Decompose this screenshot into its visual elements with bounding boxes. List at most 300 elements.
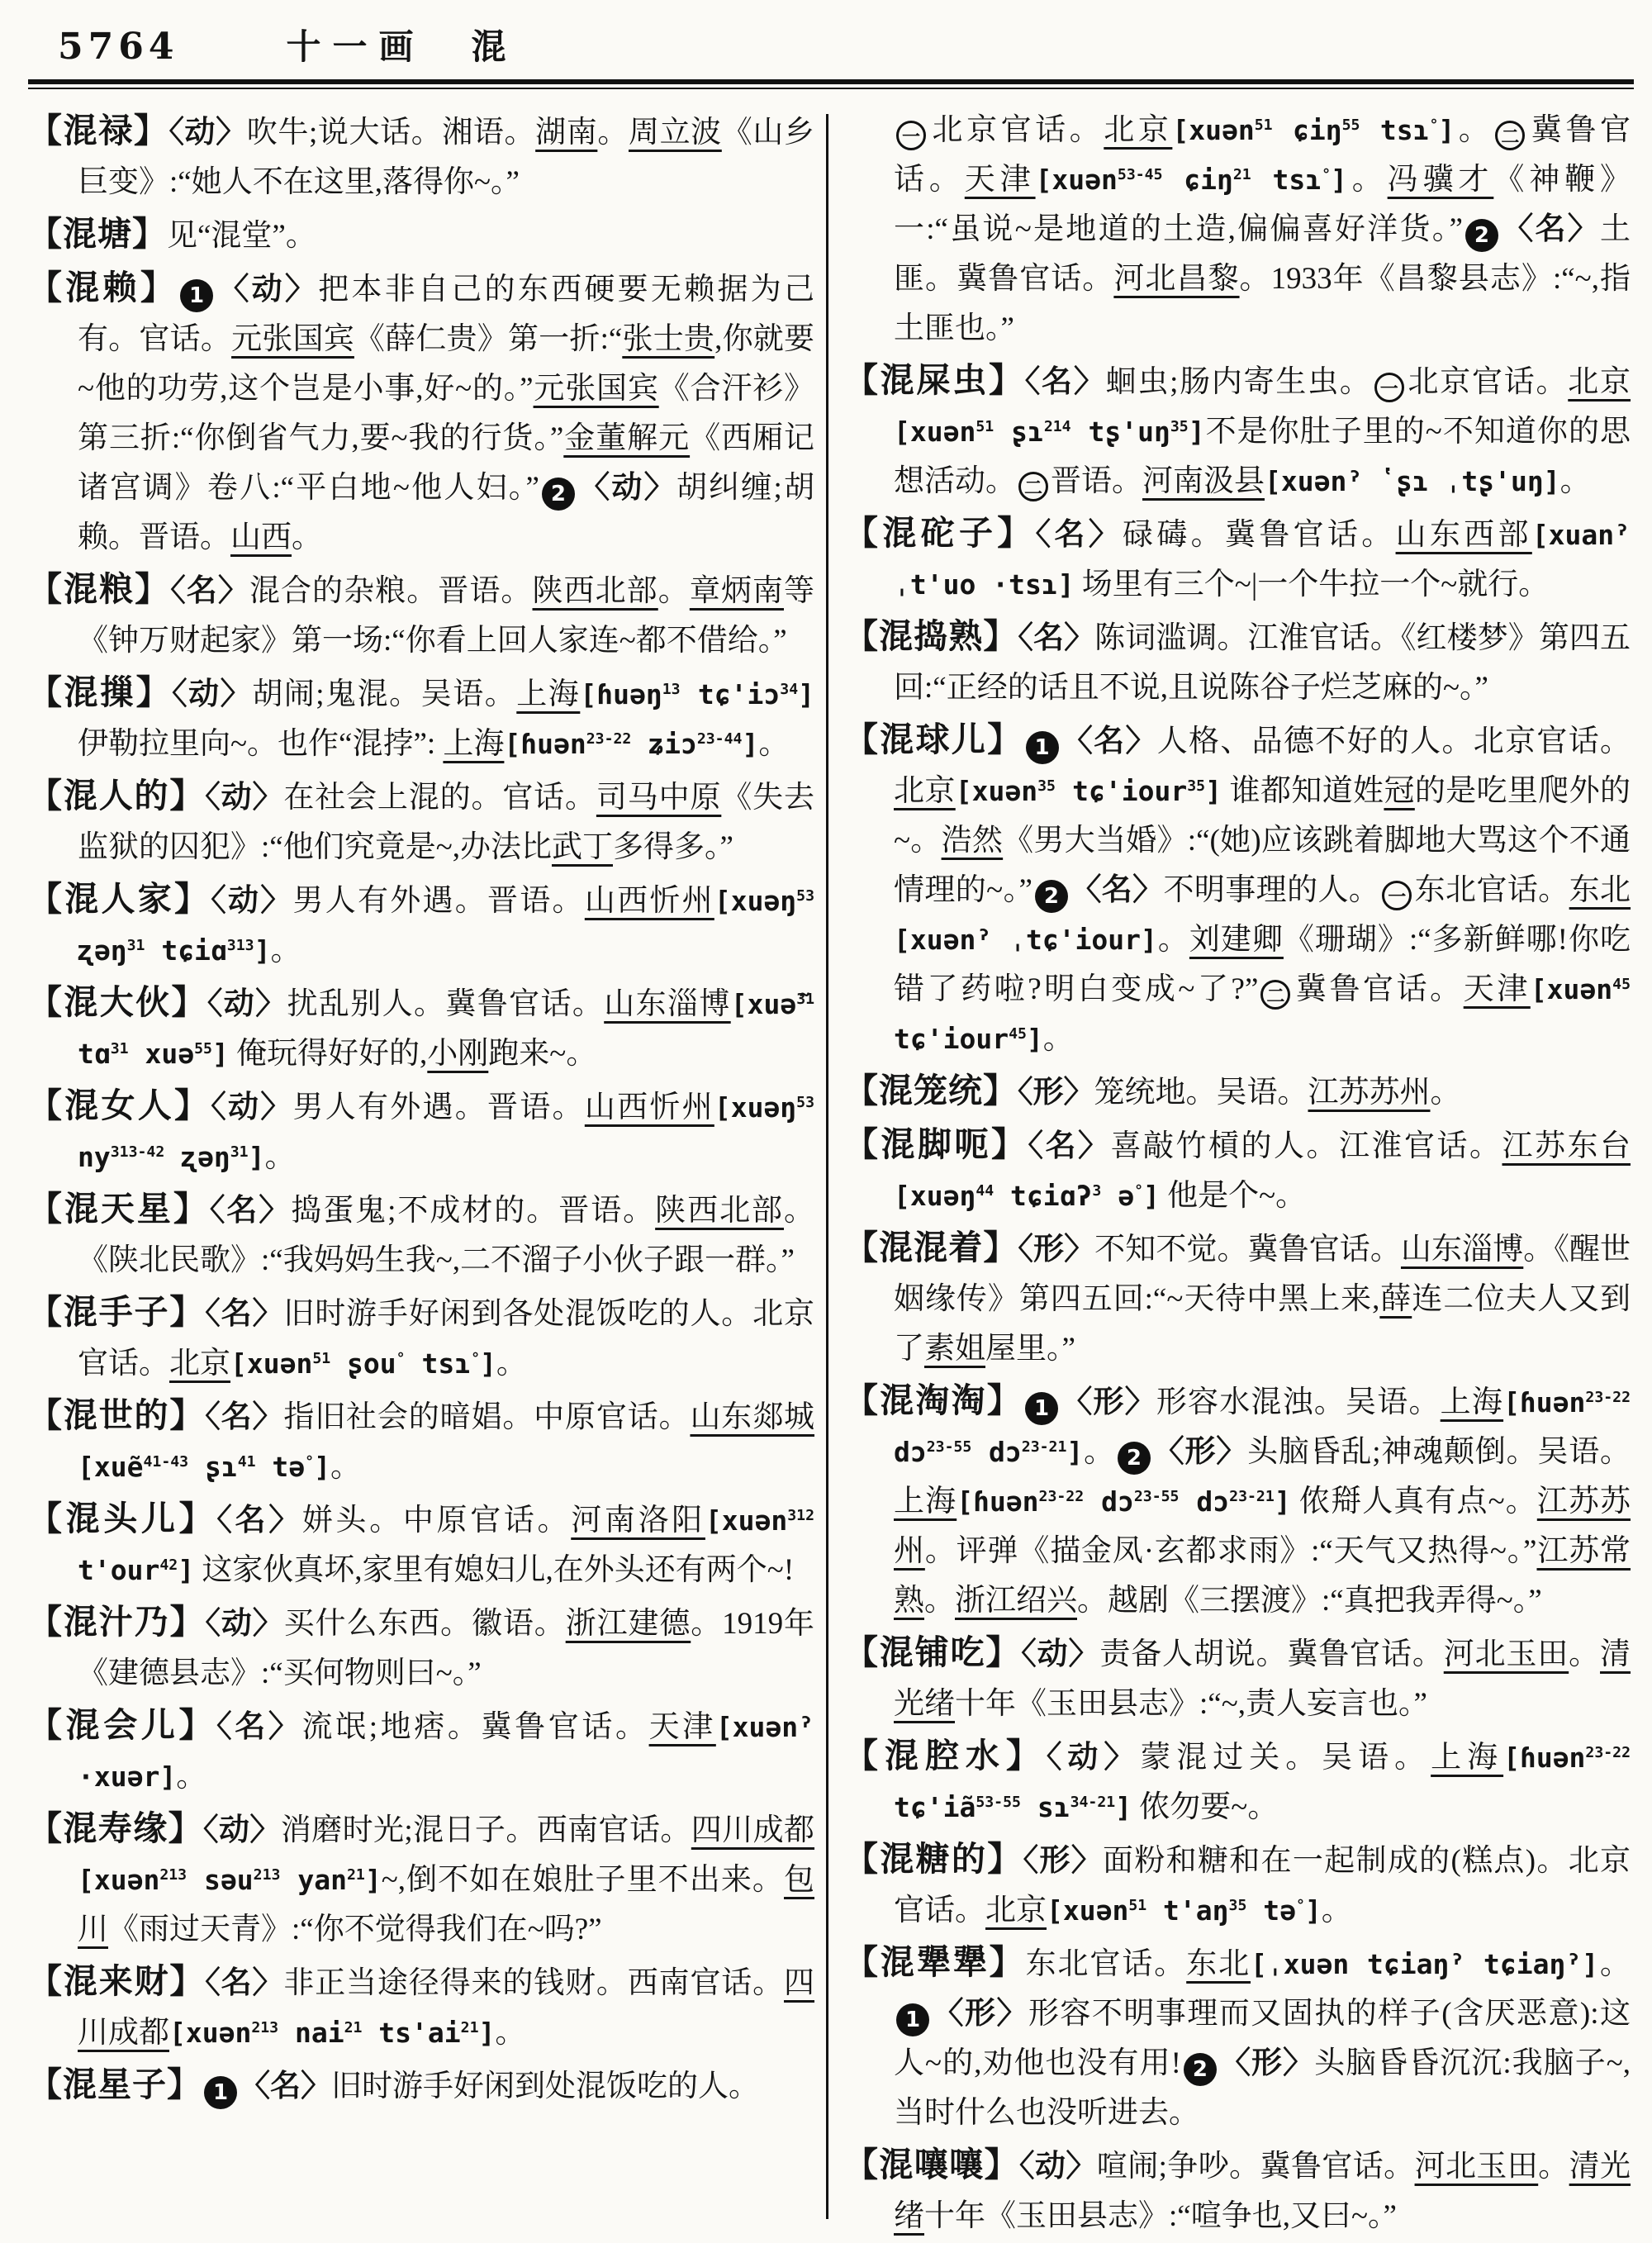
pos-tag: 〈形〉 [1023, 1844, 1104, 1878]
dictionary-entry [28, 263, 814, 563]
pos-tag: 〈名〉 [240, 2070, 331, 2103]
text-run: 。评弹《描金凤·玄都求雨》:“天气又热得~。” [924, 1534, 1537, 1568]
sense-number-icon: 1 [204, 2076, 237, 2109]
pos-tag: 〈动〉 [216, 273, 319, 307]
proper-noun: 湖南 [535, 116, 598, 150]
entry-headword: 【混世的】 [28, 1396, 206, 1434]
pos-tag: 〈动〉 [211, 884, 293, 918]
text-run: 北京官话。 [928, 113, 1104, 147]
pronunciation: [xuən$^{213}$ nai$^{21}$ $ts'ai^{21}$] [169, 2017, 496, 2049]
text-run: 《神鞭》一:“虽说~是地道的土造,偏偏喜好洋货。” [894, 163, 1631, 246]
text-run: 。 [1538, 2150, 1569, 2184]
dictionary-entry [844, 611, 1631, 713]
pos-tag: 〈名〉 [170, 574, 249, 608]
text-run: 。 [496, 1347, 527, 1380]
pronunciation: [xuən$^{35}$ tɕ'iour$^{35}$] [955, 775, 1222, 807]
proper-noun: 北京 [169, 1347, 230, 1380]
text-run: 蛔虫;肠内寄生虫。 [1105, 365, 1372, 399]
text-run: 《珊瑚》:“多新鲜哪!你吃错了药啦?明白变成~了?” [894, 923, 1631, 1006]
text-run: 冀鲁官话。 [894, 113, 1631, 197]
dictionary-entry [28, 2060, 814, 2112]
sense-number-icon: 1 [1025, 1392, 1058, 1425]
pronunciation: [xuən$^{51}$ ʂou° tsɿ°] [230, 1347, 496, 1380]
text-run: 捣蛋鬼;不成材的。晋语。 [291, 1194, 656, 1228]
text-run: 。 [924, 1584, 955, 1618]
text-run: 侬搿人真有点~。 [1290, 1485, 1537, 1518]
pronunciation: [ɦuən$^{23-22}$ $tɕ'iã^{53-55}$ sɿ$^{34-21}$] [894, 1742, 1631, 1823]
text-run: ~,倒不如在娘肚子里不出来。 [381, 1863, 784, 1897]
proper-noun: 清光绪 [894, 1637, 1631, 1721]
entry-headword: 【混笼统】 [844, 1072, 1018, 1110]
subsense-number-icon: 一 [1374, 373, 1404, 402]
pronunciation: [xuən$^{213}$ səu$^{213}$ yan$^{21}$] [78, 1864, 382, 1896]
text-run: 。 [1321, 1894, 1352, 1927]
pronunciation: [xuanˀ ˌt'uo ·tsɿ] [894, 519, 1631, 601]
text-run: 十年《玉田县志》:“喧争也,又曰~。” [924, 2199, 1397, 2233]
text-run: 吹牛;说大话。湘语。 [246, 116, 536, 150]
proper-noun: 北京 [985, 1894, 1047, 1927]
page-header [58, 20, 517, 69]
text-run: 。 [597, 116, 629, 150]
entry-headword: 【混糖的】 [844, 1840, 1023, 1878]
entry-headword: 【混星子】 [28, 2065, 202, 2103]
dictionary-entry [28, 1700, 814, 1802]
text-run: 。 [1156, 923, 1189, 957]
text-run: 旧时游手好闲到各处混饭吃的人。北京官话。 [78, 1297, 815, 1380]
dictionary-entry [844, 355, 1631, 506]
text-run: 。 [176, 1760, 207, 1794]
text-run: 碌碡。冀鲁官话。 [1123, 518, 1396, 552]
text-run: 《失去监狱的囚犯》:“他们究竟是~,办法比 [78, 781, 815, 864]
text-run: 旧时游手好闲到处混饭吃的人。 [331, 2070, 759, 2103]
entry-headword: 【混大伙】 [28, 983, 207, 1021]
pos-tag: 〈动〉 [1019, 2150, 1097, 2184]
subsense-number-icon: 二 [1018, 472, 1048, 501]
text-run: 笼统地。吴语。 [1094, 1076, 1308, 1110]
proper-noun: 司马中原 [596, 781, 722, 815]
sense-number-icon: 2 [1035, 880, 1068, 913]
text-run: 喜敲竹槓的人。江淮官话。 [1110, 1129, 1502, 1163]
entry-headword: 【混腔水】 [844, 1737, 1047, 1775]
dictionary-entry [28, 874, 814, 976]
text-run: 不是你肚子里的~不知道你的思想活动。 [894, 415, 1631, 498]
pos-tag: 〈名〉 [1035, 518, 1123, 552]
text-run: 的是吃里爬外的~。 [894, 774, 1631, 858]
text-run: 。《陕北民歌》:“我妈妈生我~,二不溜子小伙子跟一群。” [78, 1194, 815, 1277]
dictionary-entry [844, 1937, 1631, 2138]
text-run: 消磨时光;混日子。西南官话。 [280, 1813, 691, 1847]
dictionary-entry [28, 1803, 814, 1955]
text-run: 他是个~。 [1159, 1179, 1307, 1213]
pos-tag: 〈形〉 [1018, 1076, 1094, 1110]
text-run: 场里有三个~|一个牛拉一个~就行。 [1074, 568, 1550, 601]
text-run: 《合汗衫》第三折:“你倒省气力,要~我的行货。” [78, 372, 814, 455]
pos-tag: 〈名〉 [209, 1194, 292, 1228]
text-run: 《男大当婚》:“(她)应该跳着脚地大骂这个不通情理的~。” [894, 824, 1631, 907]
sense-number-icon: 2 [1118, 1442, 1151, 1475]
dictionary-entry [844, 1066, 1631, 1118]
entry-headword: 【混淘淘】 [844, 1381, 1023, 1419]
text-run: 陈词滥调。江淮官话。《红楼梦》第四五回:“正经的话且不说,且说陈谷子烂芝麻的~。” [894, 621, 1631, 705]
entry-headword: 【混捣熟】 [844, 617, 1018, 655]
text-run: 屋里。” [985, 1332, 1075, 1366]
text-run: 扰乱别人。冀鲁官话。 [287, 987, 605, 1021]
proper-noun: 武丁 [551, 830, 613, 864]
text-run: 姘头。中原官话。 [301, 1504, 572, 1537]
dictionary-entry [28, 1081, 814, 1182]
proper-noun: 天津 [648, 1710, 716, 1744]
entry-headword: 【混屎虫】 [844, 361, 1025, 399]
proper-noun: 江苏常熟 [894, 1534, 1631, 1618]
proper-noun: 清光绪 [894, 2150, 1631, 2233]
proper-noun: 刘建卿 [1189, 923, 1284, 957]
pos-tag: 〈形〉 [1061, 1385, 1156, 1419]
text-run: 。 [1569, 1637, 1601, 1671]
text-run: 混合的杂粮。晋语。 [249, 574, 533, 608]
sense-number-icon: 1 [180, 279, 213, 312]
text-run: 胡纠缠;胡赖。晋语。 [78, 471, 815, 554]
dictionary-entry [844, 1834, 1631, 1936]
dictionary-entry [28, 106, 814, 207]
pronunciation: [ˌxuən tɕiaŋˀ tɕiaŋˀ] [1251, 1948, 1599, 1980]
text-run: 男人有外遇。晋语。 [292, 884, 585, 918]
entry-headword: 【混手子】 [28, 1293, 206, 1331]
proper-noun: 东北 [1569, 873, 1631, 907]
entry-headword: 【混禄】 [28, 112, 169, 150]
text-run: 晋语。 [1051, 464, 1142, 498]
dictionary-entry [844, 1376, 1631, 1626]
text-run: 等《钟万财起家》第一场:“你看上回人家连~都不借给。” [78, 574, 814, 658]
pos-tag: 〈动〉 [205, 781, 284, 815]
pronunciation: [xuən$^{45}$ tɕ'iour$^{45}$] [894, 973, 1631, 1055]
pronunciation: [xuəŋ$^{53}$ $ny^{313-42}$ ʐəŋ$^{31}$] [78, 1091, 815, 1173]
text-run: 。 [1346, 163, 1388, 197]
entry-headword: 【混女人】 [28, 1086, 211, 1124]
pos-tag: 〈名〉 [216, 1504, 302, 1537]
text-run: 。1919年《建德县志》:“买何物则曰~。” [78, 1607, 815, 1690]
proper-noun: 河南汲县 [1142, 464, 1265, 498]
text-run: 。 [1430, 1076, 1461, 1110]
pronunciation: [ɦuəŋ$^{13}$ tɕ'iɔ$^{34}$] [580, 678, 814, 710]
dictionary-entry [28, 1597, 814, 1699]
text-run: 把本非自己的东西硬要无赖据为己有。官话。 [78, 273, 815, 356]
pos-tag: 〈动〉 [169, 116, 247, 150]
text-run: 。 [1598, 1947, 1631, 1981]
proper-noun: 浙江绍兴 [955, 1584, 1077, 1618]
proper-noun: 天津 [964, 163, 1036, 197]
proper-noun: 冯骥才 [1387, 163, 1494, 197]
entry-headword: 【混寿缘】 [28, 1809, 204, 1847]
text-run: 伊勒拉里向~。也作“混挬”: [78, 727, 444, 761]
dictionary-entry [28, 1184, 814, 1285]
text-run: 喧闹;争吵。冀鲁官话。 [1096, 2150, 1415, 2184]
dictionary-entry [844, 1628, 1631, 1729]
text-run: 指旧社会的暗娼。中原官话。 [283, 1400, 691, 1434]
proper-noun: 小刚 [427, 1037, 489, 1071]
dictionary-entry [28, 1390, 814, 1492]
pos-tag: 〈形〉 [1218, 2046, 1315, 2080]
entry-headword: 【混脚呃】 [844, 1125, 1028, 1163]
proper-noun: 章炳南 [689, 574, 784, 608]
dictionary-entry [844, 1223, 1631, 1374]
proper-noun: 元张国宾 [231, 322, 354, 356]
text-run: 。 [264, 1140, 296, 1174]
dictionary-entry [28, 668, 814, 769]
dictionary-entry [844, 106, 1631, 354]
proper-noun: 山西忻州 [584, 1091, 714, 1124]
pos-tag: 〈名〉 [205, 1966, 284, 2000]
text-run: 形容不明事理而又固执的样子(含厌恶意):这人~的,劝他也没有用! [894, 1997, 1631, 2080]
dictionary-entry [844, 508, 1631, 610]
text-run: 。 [292, 520, 322, 554]
proper-noun: 浙江建德 [565, 1607, 691, 1641]
proper-noun: 上海 [1431, 1741, 1504, 1775]
entry-headword: 【混天星】 [28, 1190, 210, 1228]
pos-tag: 〈动〉 [211, 1091, 293, 1124]
proper-noun: 江苏苏州 [1308, 1076, 1431, 1110]
text-run: 蒙混过关。吴语。 [1140, 1741, 1431, 1775]
subsense-number-icon: 二 [1260, 980, 1290, 1010]
entry-headword: 【混粮】 [28, 570, 171, 608]
entry-headword: 【混砣子】 [844, 514, 1036, 552]
text-run: 头脑昏乱;神魂颠倒。吴语。 [1247, 1435, 1631, 1469]
text-run: 东北官话。 [1414, 873, 1569, 907]
sense-number-icon: 1 [896, 2003, 929, 2036]
proper-noun: 冠 [1384, 774, 1415, 808]
pos-tag: 〈名〉 [1070, 873, 1164, 907]
proper-noun: 张士贵 [622, 322, 715, 356]
pronunciation: [xuənˀ ·xuər] [78, 1711, 815, 1793]
text-run: 跑来~。 [488, 1037, 597, 1071]
entry-headword: 【混塘】 [28, 215, 167, 253]
entry-headword: 【混摷】 [28, 673, 173, 711]
proper-noun: 素姐 [924, 1332, 985, 1366]
proper-noun: 江苏东台 [1502, 1129, 1631, 1163]
proper-noun: 周立波 [628, 116, 722, 150]
pos-tag: 〈名〉 [1018, 621, 1095, 655]
entry-headword: 【混来财】 [28, 1962, 206, 2000]
pos-tag: 〈名〉 [1028, 1129, 1111, 1163]
dictionary-entry [28, 209, 814, 261]
text-run: ,你就要~他的功劳,这个岂是小事,好~的。” [78, 322, 815, 406]
pos-tag: 〈名〉 [1061, 725, 1157, 758]
text-run: 。越剧《三摆渡》:“真把我弄得~。” [1077, 1584, 1542, 1618]
pos-tag: 〈名〉 [1024, 365, 1106, 399]
text-run: 《西厢记诸宫调》卷八:“平白地~他人妇。” [78, 421, 815, 505]
proper-noun: 元张国宾 [533, 372, 659, 406]
entry-headword: 【混球儿】 [844, 720, 1023, 758]
pronunciation: [xuəŋ$^{44}$ tɕiɑʔ$^3$ ə°] [894, 1180, 1160, 1212]
proper-noun: 东北 [1186, 1947, 1251, 1981]
pronunciation: [xuənˀ ʽʂɿ ˌtʂ'uŋ] [1265, 465, 1560, 497]
text-run: 男人有外遇。晋语。 [292, 1091, 585, 1124]
dictionary-entry [844, 1119, 1631, 1221]
entry-headword: 【混铺吃】 [844, 1633, 1022, 1671]
entry-headword: 【混头儿】 [28, 1499, 217, 1537]
pos-tag: 〈动〉 [1046, 1741, 1141, 1775]
text-run: 形容水混浊。吴语。 [1156, 1385, 1441, 1419]
text-run: 买什么东西。徽语。 [283, 1607, 566, 1641]
proper-noun: 北京 [1104, 113, 1173, 147]
sense-number-icon: 2 [1184, 2053, 1217, 2086]
pronunciation: [xuənˀ ˌtɕ'iour] [894, 924, 1157, 956]
proper-noun: 北京 [894, 774, 956, 808]
proper-noun: 陕西北部 [532, 574, 658, 608]
text-run: 不明事理的人。 [1163, 873, 1380, 907]
pos-tag: 〈名〉 [1500, 212, 1600, 246]
proper-noun: 北京 [1568, 365, 1631, 399]
proper-noun: 河南洛阳 [571, 1504, 705, 1537]
text-run: 连二位夫人又到了 [894, 1282, 1631, 1366]
entry-headword: 【混人家】 [28, 880, 211, 918]
proper-noun: 薛 [1379, 1282, 1412, 1316]
proper-noun: 山西 [230, 520, 292, 554]
entry-headword: 【混人的】 [28, 777, 206, 815]
right-column [844, 106, 1631, 2243]
proper-noun: 山西忻州 [584, 884, 714, 918]
text-run: 冀鲁官话。 [1293, 972, 1464, 1006]
proper-noun: 山东淄博 [604, 987, 731, 1021]
dictionary-entry [844, 1731, 1631, 1832]
text-run: 。《醒世姻缘传》第四五回:“~天待中黑上来, [894, 1233, 1631, 1316]
header-rule-thin [28, 88, 1634, 89]
proper-noun: 天津 [1463, 972, 1531, 1006]
proper-noun: 河北昌黎 [1113, 262, 1240, 296]
pronunciation: [xuə̃$^{31}$ tɑ$^{31}$ xuə$^{55}$] [78, 988, 815, 1070]
text-run: 流氓;地痞。冀鲁官话。 [301, 1710, 649, 1744]
dictionary-entry [28, 564, 814, 666]
sense-number-icon: 2 [542, 478, 575, 511]
proper-noun: 四川成都 [691, 1813, 815, 1847]
pos-tag: 〈动〉 [205, 1607, 284, 1641]
dictionary-entry [28, 1287, 814, 1389]
dictionary-entry [844, 2140, 1631, 2241]
proper-noun: 上海 [1440, 1385, 1504, 1419]
text-run: 侬勿要~。 [1132, 1790, 1279, 1824]
text-run: 。 [1083, 1435, 1115, 1469]
pronunciation: [ɦuən$^{23-22}$ dɔ$^{23-55}$ dɔ$^{23-21}$] [957, 1485, 1291, 1518]
text-run: 头脑昏昏沉沉:我脑子~,当时什么也没听进去。 [894, 2046, 1631, 2130]
proper-noun: 山东淄博 [1400, 1233, 1524, 1266]
pos-tag: 〈动〉 [206, 987, 287, 1021]
pos-tag: 〈形〉 [1152, 1435, 1248, 1469]
text-run: 俺玩得好好的, [228, 1037, 428, 1071]
pronunciation: [ɦuən$^{23-22}$ ʑiɔ$^{23-44}$] [504, 728, 759, 760]
header-rule [28, 79, 1634, 84]
text-run: 《山乡巨变》:“她人不在这里,落得你~。” [78, 116, 815, 199]
dictionary-entry [28, 1956, 814, 2058]
proper-noun: 上海 [516, 677, 581, 711]
dictionary-entry [28, 771, 814, 872]
pos-tag: 〈动〉 [1021, 1637, 1100, 1671]
text-run: 《薛仁贵》第一折:“ [354, 322, 623, 356]
text-run: 非正当途径得来的钱财。西南官话。 [283, 1966, 785, 2000]
pos-tag: 〈动〉 [172, 677, 253, 711]
entry-headword: 【混嚷嚷】 [844, 2146, 1020, 2184]
pos-tag: 〈名〉 [205, 1297, 284, 1331]
proper-noun: 金董解元 [563, 421, 691, 455]
pos-tag: 〈形〉 [932, 1997, 1028, 2031]
text-run: 不知不觉。冀鲁官话。 [1094, 1233, 1401, 1266]
text-run: 谁都知道姓 [1221, 774, 1384, 808]
entry-headword: 【混赖】 [28, 268, 178, 307]
proper-noun: 四川成都 [78, 1966, 815, 2050]
dictionary-entry [28, 1494, 814, 1595]
text-run: 见“混堂”。 [167, 219, 316, 253]
page-number: 5764 [58, 26, 179, 68]
pronunciation: [xuən$^{51}$ ɕiŋ$^{55}$ tsɿ°] [1172, 114, 1455, 146]
pronunciation: [ɦuən$^{23-22}$ dɔ$^{23-55}$ dɔ$^{23-21}$] [894, 1386, 1631, 1468]
pronunciation: [xuən$^{51}$ $t'aŋ^{35}$ tə°] [1047, 1894, 1322, 1927]
proper-noun: 河北玉田 [1414, 2150, 1539, 2184]
text-run: 。 [1559, 464, 1591, 498]
pronunciation: [xuəŋ$^{53}$ ʐəŋ$^{31}$ tɕiɑ$^{313}$] [78, 885, 815, 967]
text-run: 。 [657, 574, 690, 608]
pronunciation: [xuən$^{312}$ t'our$^{42}$] [78, 1504, 815, 1586]
subsense-number-icon: 一 [1382, 881, 1412, 910]
text-run: 人格、品德不好的人。北京官话。 [1156, 725, 1631, 758]
text-run: 。 [758, 727, 790, 761]
column-divider [826, 114, 828, 2219]
pronunciation: [xuən$^{53-45}$ ɕiŋ$^{21}$ tsɿ°] [1035, 164, 1347, 196]
text-run: 。 [330, 1450, 361, 1484]
text-run: 。 [270, 934, 301, 967]
text-run: 东北官话。 [1025, 1947, 1187, 1981]
proper-noun: 浩然 [941, 824, 1004, 858]
text-run: 北京官话。 [1406, 365, 1569, 399]
dictionary-entry [844, 715, 1631, 1064]
proper-noun: 山东郯城 [690, 1400, 815, 1434]
proper-noun: 河北玉田 [1443, 1637, 1569, 1671]
left-column [28, 106, 814, 2113]
proper-noun: 上海 [894, 1485, 957, 1518]
proper-noun: 江苏苏州 [894, 1485, 1631, 1568]
pronunciation: [xuən$^{51}$ ʂɿ$^{214}$ $tʂ'uŋ^{35}$] [894, 416, 1205, 448]
text-run: 。1933年《昌黎县志》:“~,指土匪也。” [894, 262, 1631, 345]
text-run: 胡闹;鬼混。吴语。 [252, 677, 517, 711]
entry-headword: 【混混着】 [844, 1228, 1018, 1266]
pos-tag: 〈动〉 [203, 1813, 281, 1847]
text-run: 这家伙真坏,家里有媳妇儿,在外头还有两个~! [194, 1553, 795, 1587]
text-run: 责备人胡说。冀鲁官话。 [1099, 1637, 1444, 1671]
subsense-number-icon: 一 [896, 121, 926, 150]
text-run: 土匪。冀鲁官话。 [894, 212, 1631, 296]
pos-tag: 〈形〉 [1018, 1233, 1095, 1266]
text-run: 面粉和糖和在一起制成的(糕点)。北京官话。 [894, 1844, 1631, 1927]
text-run: 在社会上混的。官话。 [283, 781, 596, 815]
dictionary-entry [28, 977, 814, 1079]
sense-number-icon: 2 [1465, 219, 1498, 252]
text-run: 《雨过天青》:“你不觉得我们在~吗?” [108, 1913, 602, 1946]
proper-noun: 上海 [443, 727, 505, 761]
text-run: 多得多。” [612, 830, 733, 864]
subsense-number-icon: 二 [1495, 121, 1525, 150]
pos-tag: 〈名〉 [216, 1710, 302, 1744]
entry-headword: 【混会儿】 [28, 1706, 217, 1744]
proper-noun: 陕西北部 [655, 1194, 785, 1228]
proper-noun: 包川 [78, 1863, 814, 1946]
entry-headword: 【混犟犟】 [844, 1943, 1026, 1981]
pos-tag: 〈动〉 [577, 471, 676, 505]
pos-tag: 〈名〉 [205, 1400, 284, 1434]
entry-headword: 【混汁乃】 [28, 1603, 206, 1641]
text-run: 。 [495, 2016, 526, 2050]
text-run: 十年《玉田县志》:“~,责人妄言也。” [955, 1687, 1427, 1721]
section-title: 十一画 混 [286, 29, 518, 67]
text-run: 。 [1042, 1022, 1074, 1056]
pronunciation: [xuẽ$^{41-43}$ ʂɿ$^{41}$ tə°] [78, 1451, 330, 1483]
text-run: 。 [1455, 113, 1493, 147]
